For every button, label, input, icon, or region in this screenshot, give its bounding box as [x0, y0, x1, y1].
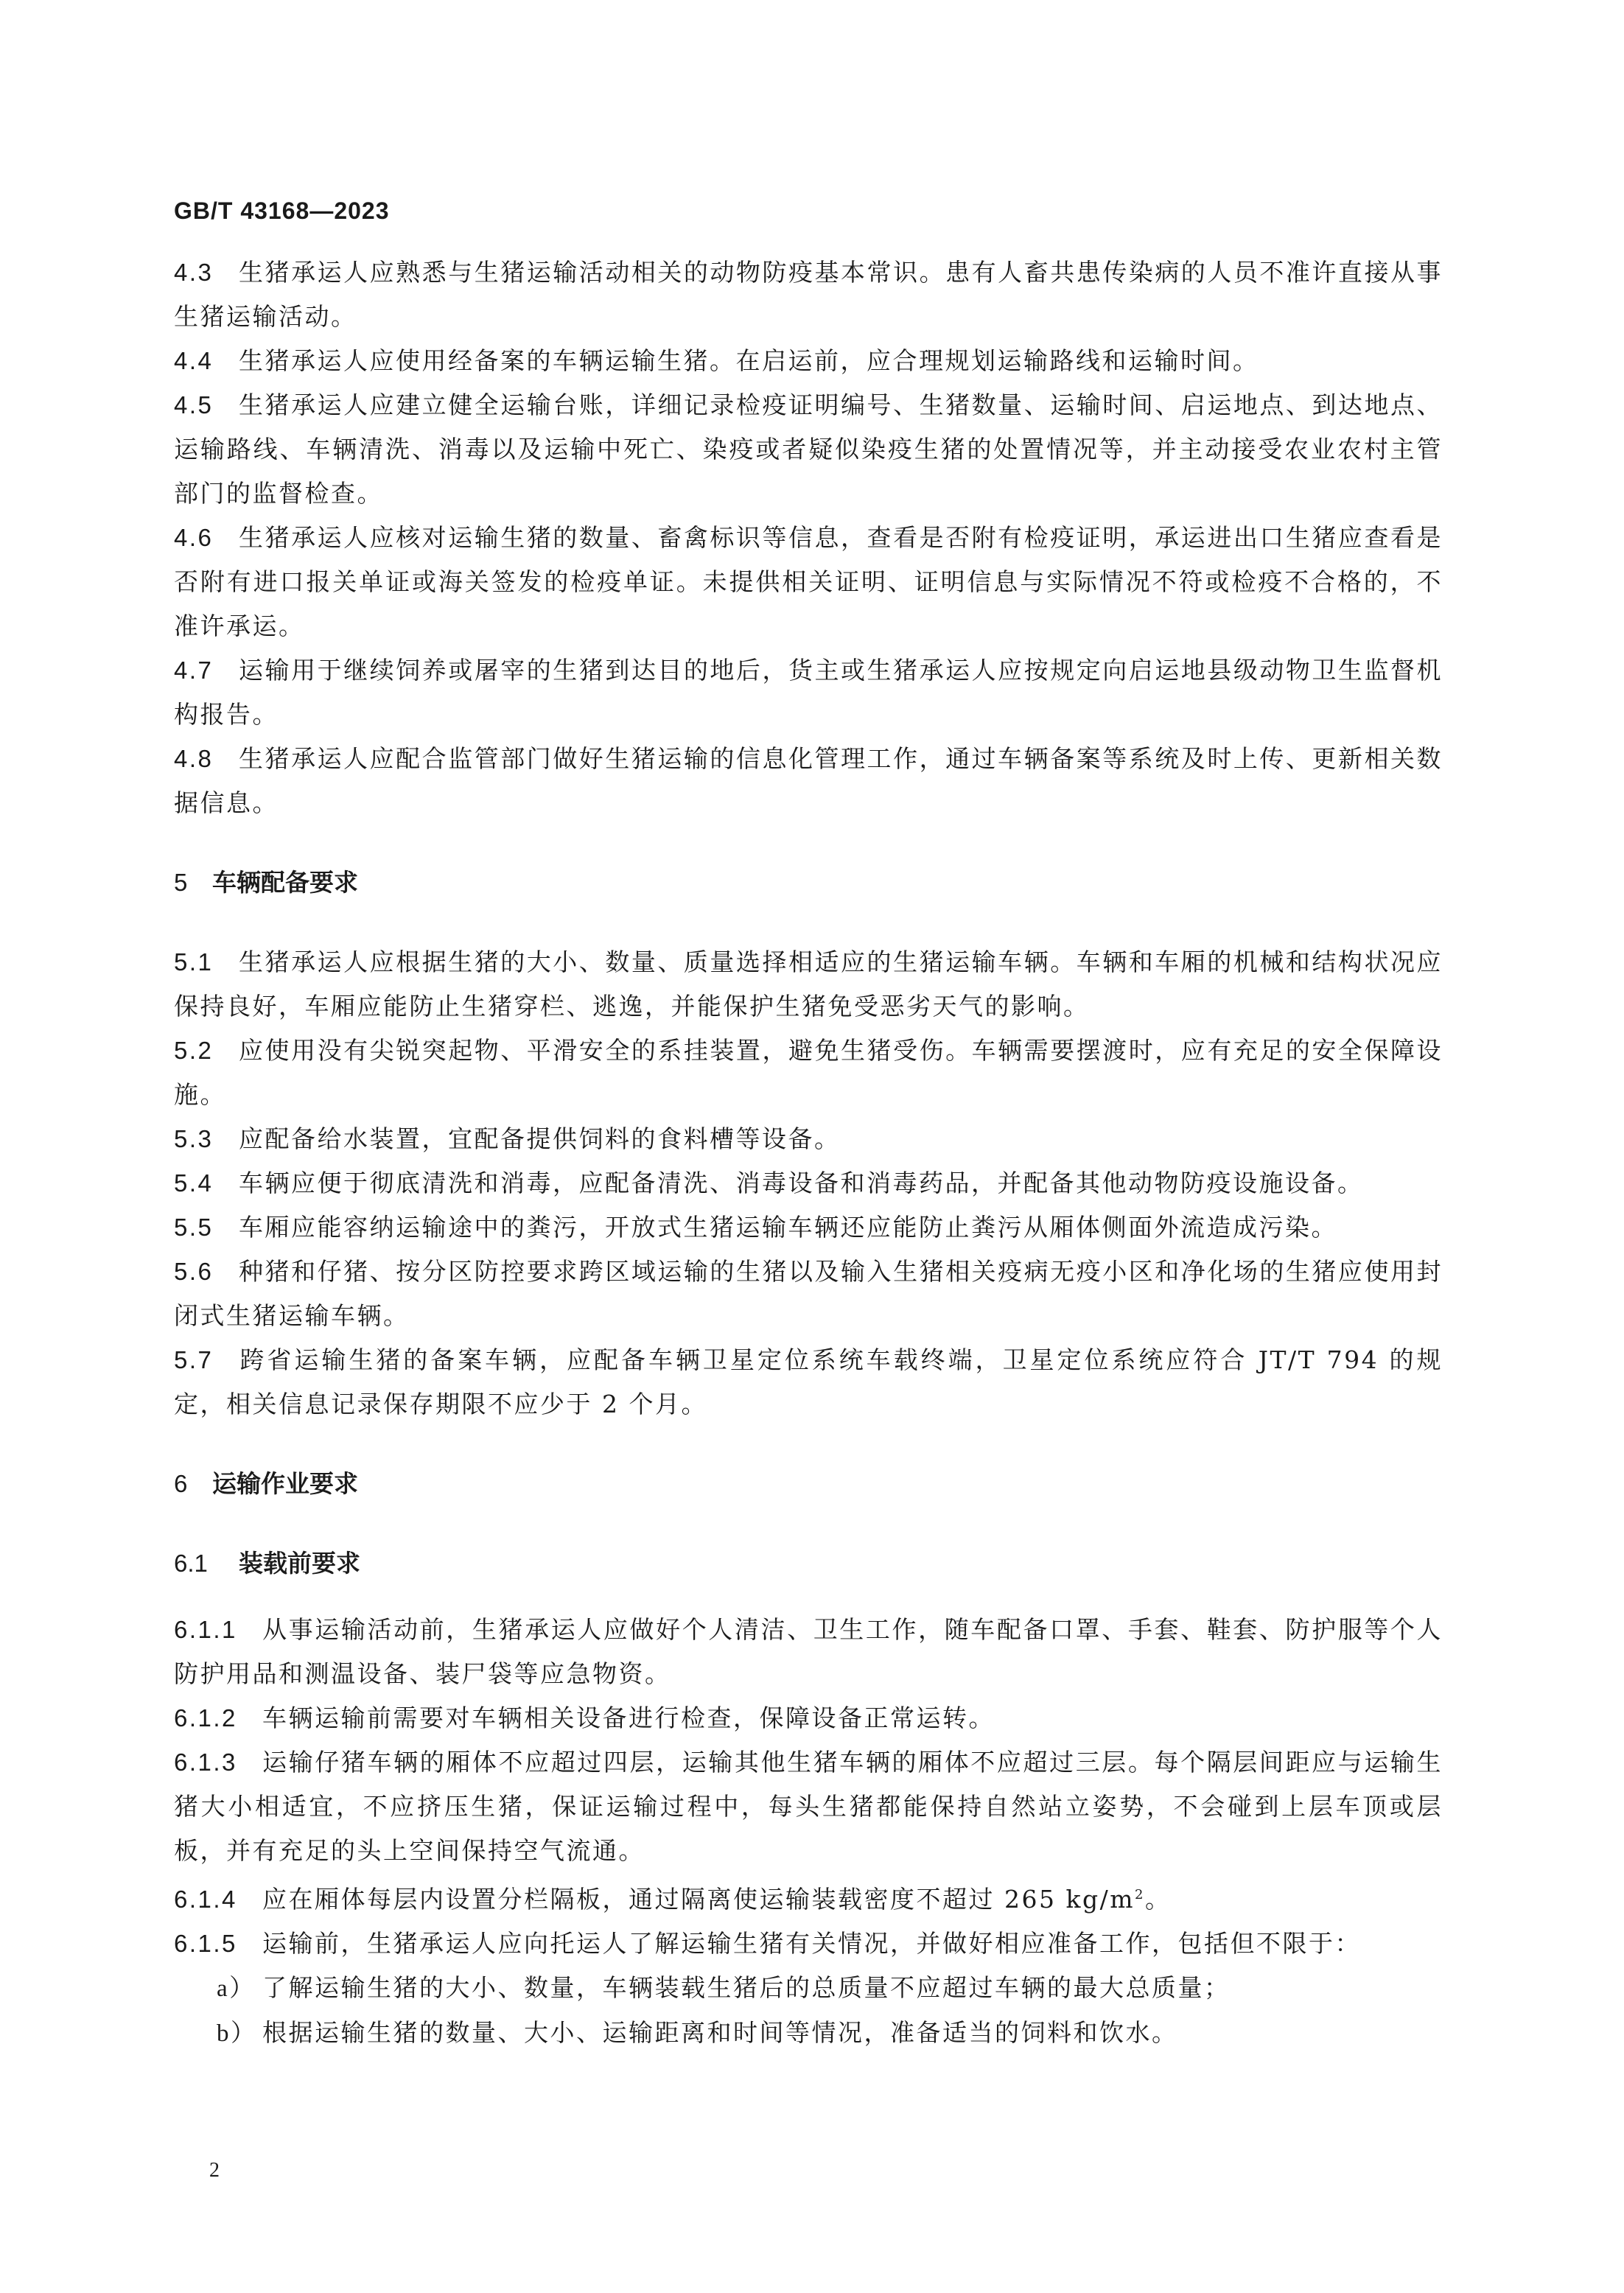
clause-5-1	[174, 940, 1443, 1029]
section-number: 5	[174, 869, 188, 896]
clause-number: 5.6	[174, 1258, 214, 1285]
list-marker: a）	[217, 1975, 256, 2002]
clause-number: 4.7	[174, 657, 214, 684]
clause-text: 车厢应能容纳运输途中的粪污，开放式生猪运输车辆还应能防止粪污从厢体侧面外流造成污染。	[239, 1213, 1337, 1242]
list-text: 根据运输生猪的数量、大小、运输距离和时间等情况，准备适当的饲料和饮水。	[262, 2018, 1178, 2047]
clause-text: 应在厢体每层内设置分栏隔板，通过隔离使运输装载密度不超过 265 kg/m	[262, 1885, 1135, 1914]
clause-text: 车辆运输前需要对车辆相关设备进行检查，保障设备正常运转。	[262, 1704, 995, 1732]
clause-5-3	[174, 1117, 1443, 1161]
clause-number: 6.1.3	[174, 1748, 237, 1776]
clause-6-1-3	[174, 1740, 1443, 1873]
clause-text: 车辆应便于彻底清洗和消毒，应配备清洗、消毒设备和消毒药品，并配备其他动物防疫设施设备。	[239, 1169, 1364, 1197]
clause-text: 运输仔猪车辆的厢体不应超过四层，运输其他生猪车辆的厢体不应超过三层。每个隔层间距应与运输生猪大小相适宜，不应挤压生猪，保证运输过程中，每头生猪都能保持自然站立姿势，不会碰到上层车顶或层板，并有充足的头上空间保持空气流通。	[174, 1748, 1443, 1865]
clause-text: 应使用没有尖锐突起物、平滑安全的系挂装置，避免生猪受伤。车辆需要摆渡时，应有充足的安全保障设施。	[174, 1036, 1443, 1109]
clause-number: 5.5	[174, 1214, 214, 1241]
clause-5-2	[174, 1029, 1443, 1117]
clause-5-4	[174, 1161, 1443, 1205]
clause-text: 应配备给水装置，宜配备提供饲料的食料槽等设备。	[239, 1124, 841, 1153]
standard-code: GB/T 43168—2023	[174, 197, 390, 224]
clause-6-1-2	[174, 1696, 1443, 1740]
subsection-6-1-heading	[174, 1541, 1443, 1586]
clause-5-6	[174, 1250, 1443, 1338]
clause-text: 生猪承运人应使用经备案的车辆运输生猪。在启运前，应合理规划运输路线和运输时间。	[239, 346, 1259, 375]
clause-text: 从事运输活动前，生猪承运人应做好个人清洁、卫生工作，随车配备口罩、手套、鞋套、防护服等个人防护用品和测温设备、装尸袋等应急物资。	[174, 1615, 1443, 1688]
clause-number: 5.3	[174, 1125, 214, 1152]
clause-number: 4.6	[174, 524, 214, 551]
subsection-title: 装载前要求	[239, 1549, 360, 1578]
section-5-heading	[174, 861, 1443, 905]
clause-4-7	[174, 648, 1443, 737]
clause-number: 4.3	[174, 259, 214, 286]
list-marker: b）	[217, 2020, 257, 2047]
clause-text: 生猪承运人应核对运输生猪的数量、畜禽标识等信息，查看是否附有检疫证明，承运进出口生猪应查看是否附有进口报关单证或海关签发的检疫单证。未提供相关证明、证明信息与实际情况不符或检疫不合格的，不准许承运。	[174, 523, 1443, 640]
clause-4-5	[174, 383, 1443, 516]
superscript: 2	[1135, 1887, 1145, 1902]
clause-text: 生猪承运人应建立健全运输台账，详细记录检疫证明编号、生猪数量、运输时间、启运地点、到达地点、运输路线、车辆清洗、消毒以及运输中死亡、染疫或者疑似染疫生猪的处置情况等，并主动接受农业农村主管部门的监督检查。	[174, 391, 1443, 508]
clause-number: 6.1.4	[174, 1886, 237, 1913]
clause-number: 6.1.1	[174, 1616, 237, 1643]
list-6-1-5	[174, 1966, 1443, 2056]
clause-number: 4.8	[174, 745, 214, 772]
clause-4-8	[174, 737, 1443, 825]
clause-5-7	[174, 1338, 1443, 1426]
clause-text: 运输前，生猪承运人应向托运人了解运输生猪有关情况，并做好相应准备工作，包括但不限于：	[262, 1929, 1361, 1958]
page-content	[174, 251, 1443, 2056]
clause-text: 生猪承运人应熟悉与生猪运输活动相关的动物防疫基本常识。患有人畜共患传染病的人员不准许直接从事生猪运输活动。	[174, 258, 1443, 331]
clause-number: 6.1.2	[174, 1704, 237, 1732]
list-text: 了解运输生猪的大小、数量，车辆装载生猪后的总质量不应超过车辆的最大总质量；	[262, 1973, 1231, 2002]
clause-6-1-5	[174, 1922, 1443, 1966]
clause-text: 跨省运输生猪的备案车辆，应配备车辆卫星定位系统车载终端，卫星定位系统应符合 JT/T 794 的规定，相关信息记录保存期限不应少于 2 个月。	[174, 1345, 1443, 1418]
clause-number: 5.7	[174, 1346, 214, 1373]
clause-number: 6.1.5	[174, 1930, 237, 1957]
clause-6-1-4	[174, 1873, 1443, 1922]
section-number: 6	[174, 1470, 188, 1497]
clause-5-5	[174, 1205, 1443, 1250]
clause-number: 4.4	[174, 347, 214, 374]
clause-text: 运输用于继续饲养或屠宰的生猪到达目的地后，货主或生猪承运人应按规定向启运地县级动物卫生监督机构报告。	[174, 656, 1443, 729]
section-6-heading	[174, 1462, 1443, 1506]
clause-number: 4.5	[174, 391, 214, 419]
clause-number: 5.4	[174, 1169, 214, 1197]
clause-text: 生猪承运人应配合监管部门做好生猪运输的信息化管理工作，通过车辆备案等系统及时上传、更新相关数据信息。	[174, 744, 1443, 817]
section-title: 车辆配备要求	[212, 868, 358, 897]
clause-number: 5.2	[174, 1037, 214, 1064]
clause-4-6	[174, 516, 1443, 648]
clause-6-1-1	[174, 1608, 1443, 1696]
clause-4-4	[174, 339, 1443, 383]
clause-4-3	[174, 251, 1443, 339]
list-item	[217, 1966, 1443, 2011]
section-title: 运输作业要求	[212, 1469, 358, 1498]
clause-text: 种猪和仔猪、按分区防控要求跨区域运输的生猪以及输入生猪相关疫病无疫小区和净化场的生猪应使用封闭式生猪运输车辆。	[174, 1257, 1443, 1330]
page-number: 2	[209, 2159, 220, 2182]
clause-text: 生猪承运人应根据生猪的大小、数量、质量选择相适应的生猪运输车辆。车辆和车厢的机械和结构状况应保持良好，车厢应能防止生猪穿栏、逃逸，并能保护生猪免受恶劣天气的影响。	[174, 948, 1443, 1021]
clause-number: 5.1	[174, 948, 214, 976]
clause-tail: 。	[1144, 1885, 1172, 1914]
subsection-number: 6.1	[174, 1550, 208, 1577]
list-item	[217, 2011, 1443, 2056]
